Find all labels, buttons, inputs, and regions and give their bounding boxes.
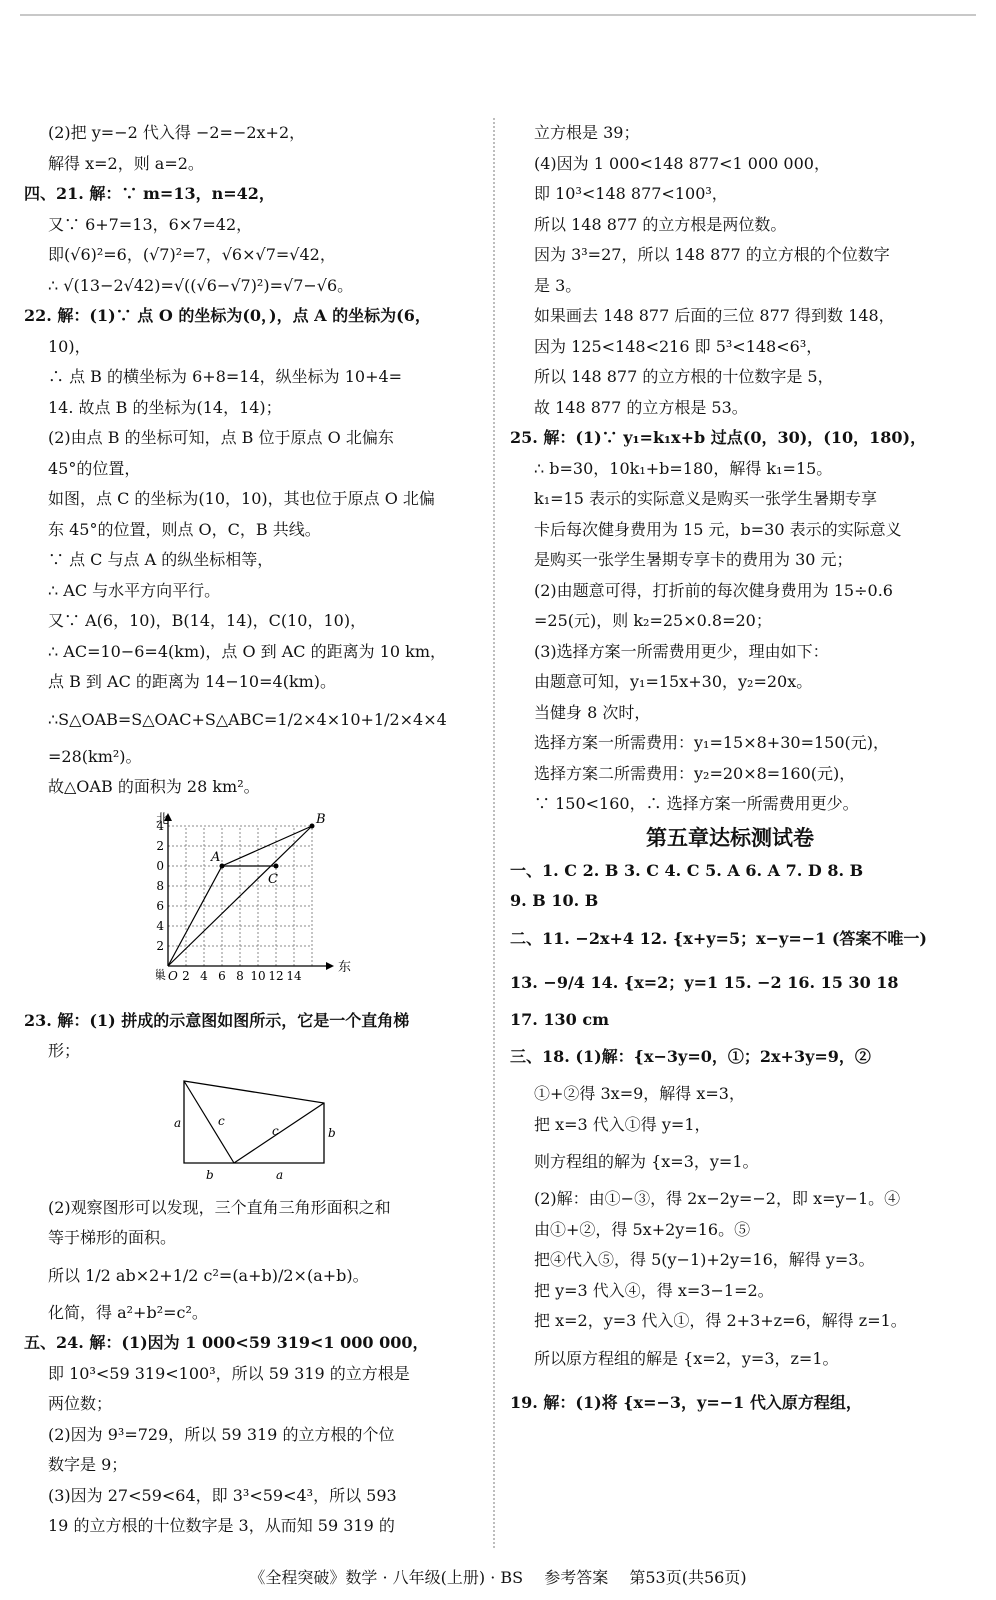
answer-line: ①+②得 3x=9，解得 x=3， [534,1084,745,1103]
y-tick: 4 [156,818,164,833]
answer-line: 把 y=3 代入④，得 x=3−1=2。 [534,1280,774,1300]
answer-line: 解得 x=2，则 a=2。 [48,153,204,173]
answer-line: 由①+②，得 5x+2y=16。⑤ [534,1219,751,1239]
question-24: 五、24. 解：(1)因为 1 000<59 319<1 000 000， [24,1333,429,1352]
point-c-label: C [268,871,278,887]
answer-line: 由题意可知，y₁=15x+30，y₂=20x。 [534,672,813,691]
answer-line: (2)由题意可得，打折前的每次健身费用为 15÷0.6 [534,580,893,600]
answer-line: 则方程组的解为 {x=3，y=1。 [534,1152,759,1171]
x-tick: 6 [218,968,226,983]
label-b: b [206,1167,214,1182]
answer-line: ∴ b=30，10k₁+b=180，解得 k₁=15。 [534,458,833,478]
answer-line: ∴S△OAB=S△OAC+S△ABC=1/2×4×10+1/2×4×4 [48,709,447,729]
answer-line: (2)观察图形可以发现，三个直角三角形面积之和 [48,1197,391,1217]
y-tick: 0 [156,858,164,873]
answer-line: 所以 148 877 的立方根的十位数字是 5， [534,367,834,386]
label-b: b [328,1125,336,1140]
answer-line: 因为 3³=27，所以 148 877 的立方根的个位数字 [534,245,890,264]
answer-line: 故 148 877 的立方根是 53。 [534,397,748,417]
y-tick: 4 [156,918,164,933]
x-tick: 14 [286,968,302,983]
answer-line: 10)， [48,336,91,356]
x-tick: 10 [250,968,266,983]
answer-line: =25(元)，则 k₂=25×0.8=20； [534,611,772,630]
answer-line: =28(km²)。 [48,746,142,766]
answer-line: ∵ 点 C 与点 A 的纵坐标相等， [48,550,274,569]
y-tick: 2 [156,938,164,953]
answer-line: 即 10³<59 319<100³，所以 59 319 的立方根是 [48,1363,410,1383]
mc-answers: 一、1. C 2. B 3. C 4. C 5. A 6. A 7. D 8. B [510,860,864,880]
answer-line: 所以 148 877 的立方根是两位数。 [534,214,787,234]
answer-line: 数字是 9； [48,1455,128,1474]
answer-line: 故△OAB 的面积为 28 km²。 [48,777,260,796]
answer-line: ∴ AC=10−6=4(km)，点 O 到 AC 的距离为 10 km， [48,641,447,661]
answer-line: 又∵ A(6，10)，B(14，14)，C(10，10)， [48,611,367,630]
answer-line: 当健身 8 次时， [534,702,651,722]
question-25: 25. 解：(1)∵ y₁=k₁x+b 过点(0，30)，(10，180)， [510,428,927,447]
mc-answers: 9. B 10. B [510,891,599,910]
label-a: a [174,1115,182,1130]
answer-line: 点 B 到 AC 的距离为 14−10=4(km)。 [48,672,337,691]
answer-line: (2)因为 9³=729，所以 59 319 的立方根的个位 [48,1424,395,1444]
x-tick: 12 [268,968,284,983]
footer-page: 第53页(共56页) [629,1568,747,1587]
label-a: a [276,1167,284,1182]
label-c: c [272,1123,279,1138]
answer-line: 因为 125<148<216 即 5³<148<6³， [534,336,823,356]
answer-line: 即(√6)²=6，(√7)²=7，√6×√7=√42， [48,245,336,264]
answer-line: (2)把 y=−2 代入得 −2=−2x+2， [48,123,306,142]
answer-line: 是购买一张学生暑期专享卡的费用为 30 元； [534,550,853,569]
answer-line: ∴ AC 与水平方向平行。 [48,580,221,600]
x-tick: 2 [182,968,190,983]
answer-line: 14. 故点 B 的坐标为(14，14)； [48,397,282,417]
footer-section: 参考答案 [544,1568,609,1587]
answer-line: 把④代入⑤，得 5(y−1)+2y=16，解得 y=3。 [534,1250,875,1269]
answer-line: 选择方案二所需费用：y₂=20×8=160(元)， [534,763,856,783]
answer-line: 东 45°的位置，则点 O，C，B 共线。 [48,519,321,539]
top-rule [20,14,976,16]
answer-line: (2)解：由①−③，得 2x−2y=−2，即 x=y−1。④ [534,1189,901,1208]
answer-line: 19 的立方根的十位数字是 3，从而知 59 319 的 [48,1516,395,1535]
x-tick: 8 [236,968,244,983]
y-tick: 6 [156,898,164,913]
answer-line: 即 10³<148 877<100³， [534,184,728,203]
answer-line: 立方根是 39； [534,123,640,142]
answer-line: 等于梯形的面积。 [48,1228,177,1247]
east-label: 东 [338,959,352,975]
question-19: 19. 解：(1)将 {x=−3，y=−1 代入原方程组， [510,1392,862,1412]
answer-line: (2)由点 B 的坐标可知，点 B 位于原点 O 北偏东 [48,428,394,447]
answer-line: 把 x=3 代入①得 y=1， [534,1114,711,1134]
fill-answers: 13. −9/4 14. {x=2；y=1 15. −2 16. 15 30 18 [510,972,899,992]
answer-line: 如果画去 148 877 后面的三位 877 得到数 148， [534,306,895,325]
answer-line: ∴ 点 B 的横坐标为 6+8=14，纵坐标为 10+4= [48,367,403,386]
answer-line: 卡后每次健身费用为 15 元，b=30 表示的实际意义 [534,519,902,539]
answer-line: 所以原方程组的解是 {x=2，y=3，z=1。 [534,1348,839,1368]
question-21: 四、21. 解：∵ m=13，n=42， [24,184,275,203]
question-22: 22. 解：(1)∵ 点 O 的坐标为(0，)，点 A 的坐标为(6， [24,306,431,325]
answer-line: 形； [48,1041,81,1060]
answer-line: k₁=15 表示的实际意义是购买一张学生暑期专享 [534,489,877,508]
trapezoid-figure [174,1073,354,1183]
fill-answers: 17. 130 cm [510,1009,610,1029]
y-tick: 2 [156,838,164,853]
fill-answers: 二、11. −2x+4 12. {x+y=5；x−y=−1 (答案不唯一) [510,928,927,948]
answer-line: (3)因为 27<59<64，即 3³<59<4³，所以 593 [48,1485,397,1505]
label-c: c [218,1113,225,1128]
origin-label: 巢 [156,967,167,982]
point-b-label: B [316,811,326,827]
page-footer [0,1565,996,1588]
question-23: 23. 解：(1) 拼成的示意图如图所示，它是一个直角梯 [24,1010,410,1030]
answer-line: 两位数； [48,1394,113,1413]
answer-line: 如图，点 C 的坐标为(10，10)，其也位于原点 O 北偏 [48,489,435,508]
o-label: O [168,968,178,983]
answer-line: 所以 1/2 ab×2+1/2 c²=(a+b)/2×(a+b)。 [48,1265,369,1285]
footer-book: 《全程突破》数学 · 八年级(上册) · BS [249,1568,524,1587]
answer-line: ∴ √(13−2√42)=√((√6−√7)²)=√7−√6。 [48,275,354,295]
answer-line: 选择方案一所需费用：y₁=15×8+30=150(元)， [534,733,890,752]
point-a-label: A [211,849,221,865]
answer-line: (4)因为 1 000<148 877<1 000 000， [534,153,830,173]
left-column [24,118,476,1542]
right-column [510,118,950,1425]
answer-line: 45°的位置， [48,458,141,478]
section-title: 第五章达标测试卷 [646,825,814,850]
answer-line: 把 x=2，y=3 代入①，得 2+3+z=6，解得 z=1。 [534,1311,907,1330]
answer-line: 是 3。 [534,275,582,295]
column-divider [493,118,495,1548]
answer-line: ∵ 150<160，∴ 选择方案一所需费用更少。 [534,794,859,813]
north-label: 北 [156,811,170,827]
y-tick: 8 [156,878,164,893]
coordinate-grid-figure [156,811,366,996]
answer-line: 化简，得 a²+b²=c²。 [48,1302,208,1322]
x-tick: 4 [200,968,208,983]
answer-line: (3)选择方案一所需费用更少，理由如下： [534,641,829,661]
question-18: 三、18. (1)解：{x−3y=0，①；2x+3y=9，② [510,1047,871,1066]
answer-line: 又∵ 6+7=13，6×7=42， [48,214,253,234]
